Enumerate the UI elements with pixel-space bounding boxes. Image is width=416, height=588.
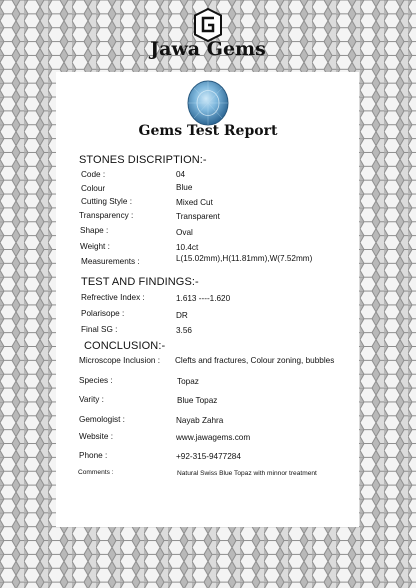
cutting-style-label: Cutting Style : <box>81 197 132 206</box>
comments-value: Natural Swiss Blue Topaz with minnor treatment <box>177 470 317 477</box>
gemologist-label: Gemologist : <box>79 415 125 424</box>
measurements-label: Measurements : <box>81 257 140 266</box>
polariscope-label: Polarisope : <box>81 309 125 318</box>
transparency-value: Transparent <box>176 212 220 221</box>
colour-value: Blue <box>176 183 193 192</box>
weight-value: 10.4ct <box>176 243 199 252</box>
shape-value: Oval <box>176 228 193 237</box>
gemologist-value: Nayab Zahra <box>176 416 224 425</box>
final-sg-label: Final SG : <box>81 325 118 334</box>
species-label: Species : <box>79 376 113 385</box>
brand-name: Jawa Gems <box>150 38 266 60</box>
code-value: 04 <box>176 170 186 179</box>
microscope-inclusion-label: Microscope Inclusion : <box>79 356 160 365</box>
phone-value: +92-315-9477284 <box>176 452 241 461</box>
code-label: Code : <box>81 170 106 179</box>
website-label: Website : <box>79 432 113 441</box>
varity-value: Blue Topaz <box>177 396 218 405</box>
species-value: Topaz <box>177 377 199 386</box>
section-description-heading: STONES DISCRIPTION:- <box>79 154 207 166</box>
section-findings-heading: TEST AND FINDINGS:- <box>81 276 199 288</box>
phone-label: Phone : <box>79 451 108 460</box>
blue-oval-gemstone-icon <box>186 80 230 126</box>
comments-label: Comments : <box>78 469 114 476</box>
weight-label: Weight : <box>80 242 110 251</box>
transparency-label: Transparency : <box>79 211 134 220</box>
polariscope-value: DR <box>176 311 188 320</box>
measurements-value: L(15.02mm),H(11.81mm),W(7.52mm) <box>176 254 313 263</box>
report-title: Gems Test Report <box>138 123 278 139</box>
varity-label: Varity : <box>79 395 104 404</box>
microscope-inclusion-value: Clefts and fractures, Colour zoning, bubbles <box>175 356 335 365</box>
section-conclusion-heading: CONCLUSION:- <box>84 340 166 352</box>
refractive-index-label: Refrective Index : <box>81 293 145 302</box>
colour-label: Colour <box>81 184 106 193</box>
jg-monogram-icon <box>194 8 222 42</box>
website-value: www.jawagems.com <box>176 433 251 442</box>
shape-label: Shape : <box>80 226 109 235</box>
final-sg-value: 3.56 <box>176 326 192 335</box>
refractive-index-value: 1.613 ----1.620 <box>176 294 231 303</box>
cutting-style-value: Mixed Cut <box>176 198 213 207</box>
